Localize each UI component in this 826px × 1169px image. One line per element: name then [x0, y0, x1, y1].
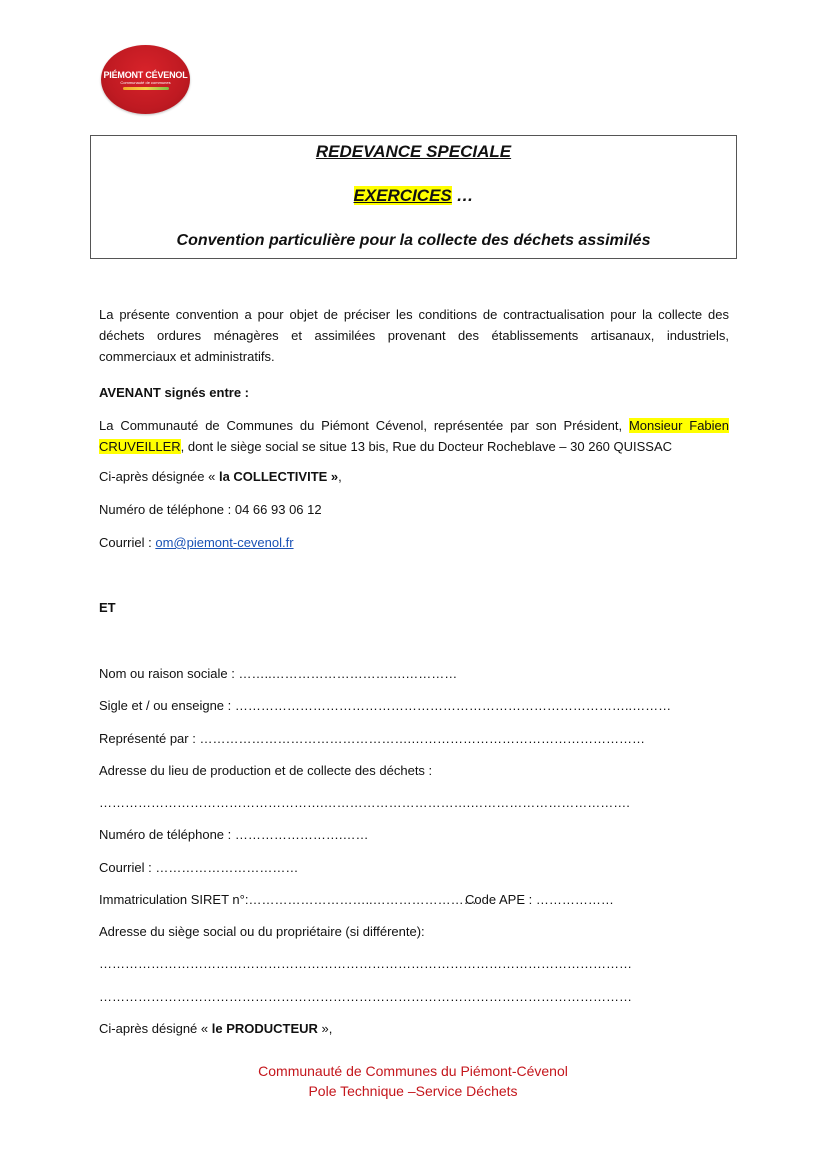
- field-siege-line-1: ……………………………………………………………………………………………………………: [99, 956, 632, 971]
- field-nom: Nom ou raison sociale : ……..………………………….…………: [99, 666, 458, 681]
- field-courriel: Courriel : ……………………………: [99, 860, 299, 875]
- field-adresse-label: Adresse du lieu de production et de collecte des déchets :: [99, 763, 433, 778]
- field-telephone: Numéro de téléphone : …………………….……: [99, 827, 369, 842]
- field-siege-line-2: ……………………………………………………………………………………………………………: [99, 989, 632, 1004]
- exercices-line: [91, 186, 736, 206]
- field-siret: Immatriculation SIRET n°:………………………..……………………: [99, 892, 477, 907]
- field-siege-label: Adresse du siège social ou du propriétaire (si différente):: [99, 924, 425, 939]
- logo-swoosh: [123, 87, 169, 90]
- exercices-suffix: …: [451, 186, 474, 205]
- footer-line-1: Communauté de Communes du Piémont-Cévenol: [258, 1063, 568, 1079]
- page-subtitle: Convention particulière pour la collecte des déchets assimilés: [176, 232, 651, 249]
- footer-line-2: Pole Technique –Service Déchets: [308, 1083, 518, 1099]
- exercices-label: EXERCICES: [353, 186, 452, 205]
- page-title: REDEVANCE SPECIALE: [315, 142, 512, 161]
- producteur-designation: Ci-après désigné « le PRODUCTEUR »,: [99, 1021, 333, 1036]
- field-represente: Représenté par : ………………………………………….………………………………………………: [99, 731, 646, 746]
- collectivite-phone: Numéro de téléphone : 04 66 93 06 12: [99, 502, 322, 517]
- intro-paragraph: La présente convention a pour objet de préciser les conditions de contractualisation pour la collecte des déchets ordures ménagères et assimilées provenant des établissements artisanaux, industriels, commerciaux et administratifs.: [99, 307, 729, 364]
- collectivite-paragraph: La Communauté de Communes du Piémont Cévenol, représentée par son Président, Monsieur Fabien CRUVEILLER, dont le siège social se situe 13 bis, Rue du Docteur Rocheblave – 30 260 QUISSAC: [99, 418, 730, 454]
- logo-subtitle: Communauté de communes: [120, 79, 171, 85]
- avenant-heading: AVENANT signés entre :: [99, 385, 250, 400]
- collectivite-email-link[interactable]: om@piemont-cevenol.fr: [155, 535, 294, 550]
- logo-name: PIÉMONT CÉVENOL: [103, 69, 188, 80]
- logo: [101, 45, 190, 114]
- president-name: Monsieur Fabien CRUVEILLER: [99, 418, 730, 454]
- field-ape: Code APE : ………………: [465, 892, 614, 907]
- field-adresse-line: …………………………………………….…………………………….……………………………….: [99, 795, 630, 810]
- field-sigle: Sigle et / ou enseigne : ………………………………………………………………………………..………: [99, 698, 672, 713]
- title-box: [90, 135, 737, 259]
- et-separator: ET: [99, 600, 116, 615]
- collectivite-designation: Ci-après désignée « la COLLECTIVITE »,: [99, 469, 342, 484]
- collectivite-email-line: Courriel : om@piemont-cevenol.fr: [99, 535, 294, 550]
